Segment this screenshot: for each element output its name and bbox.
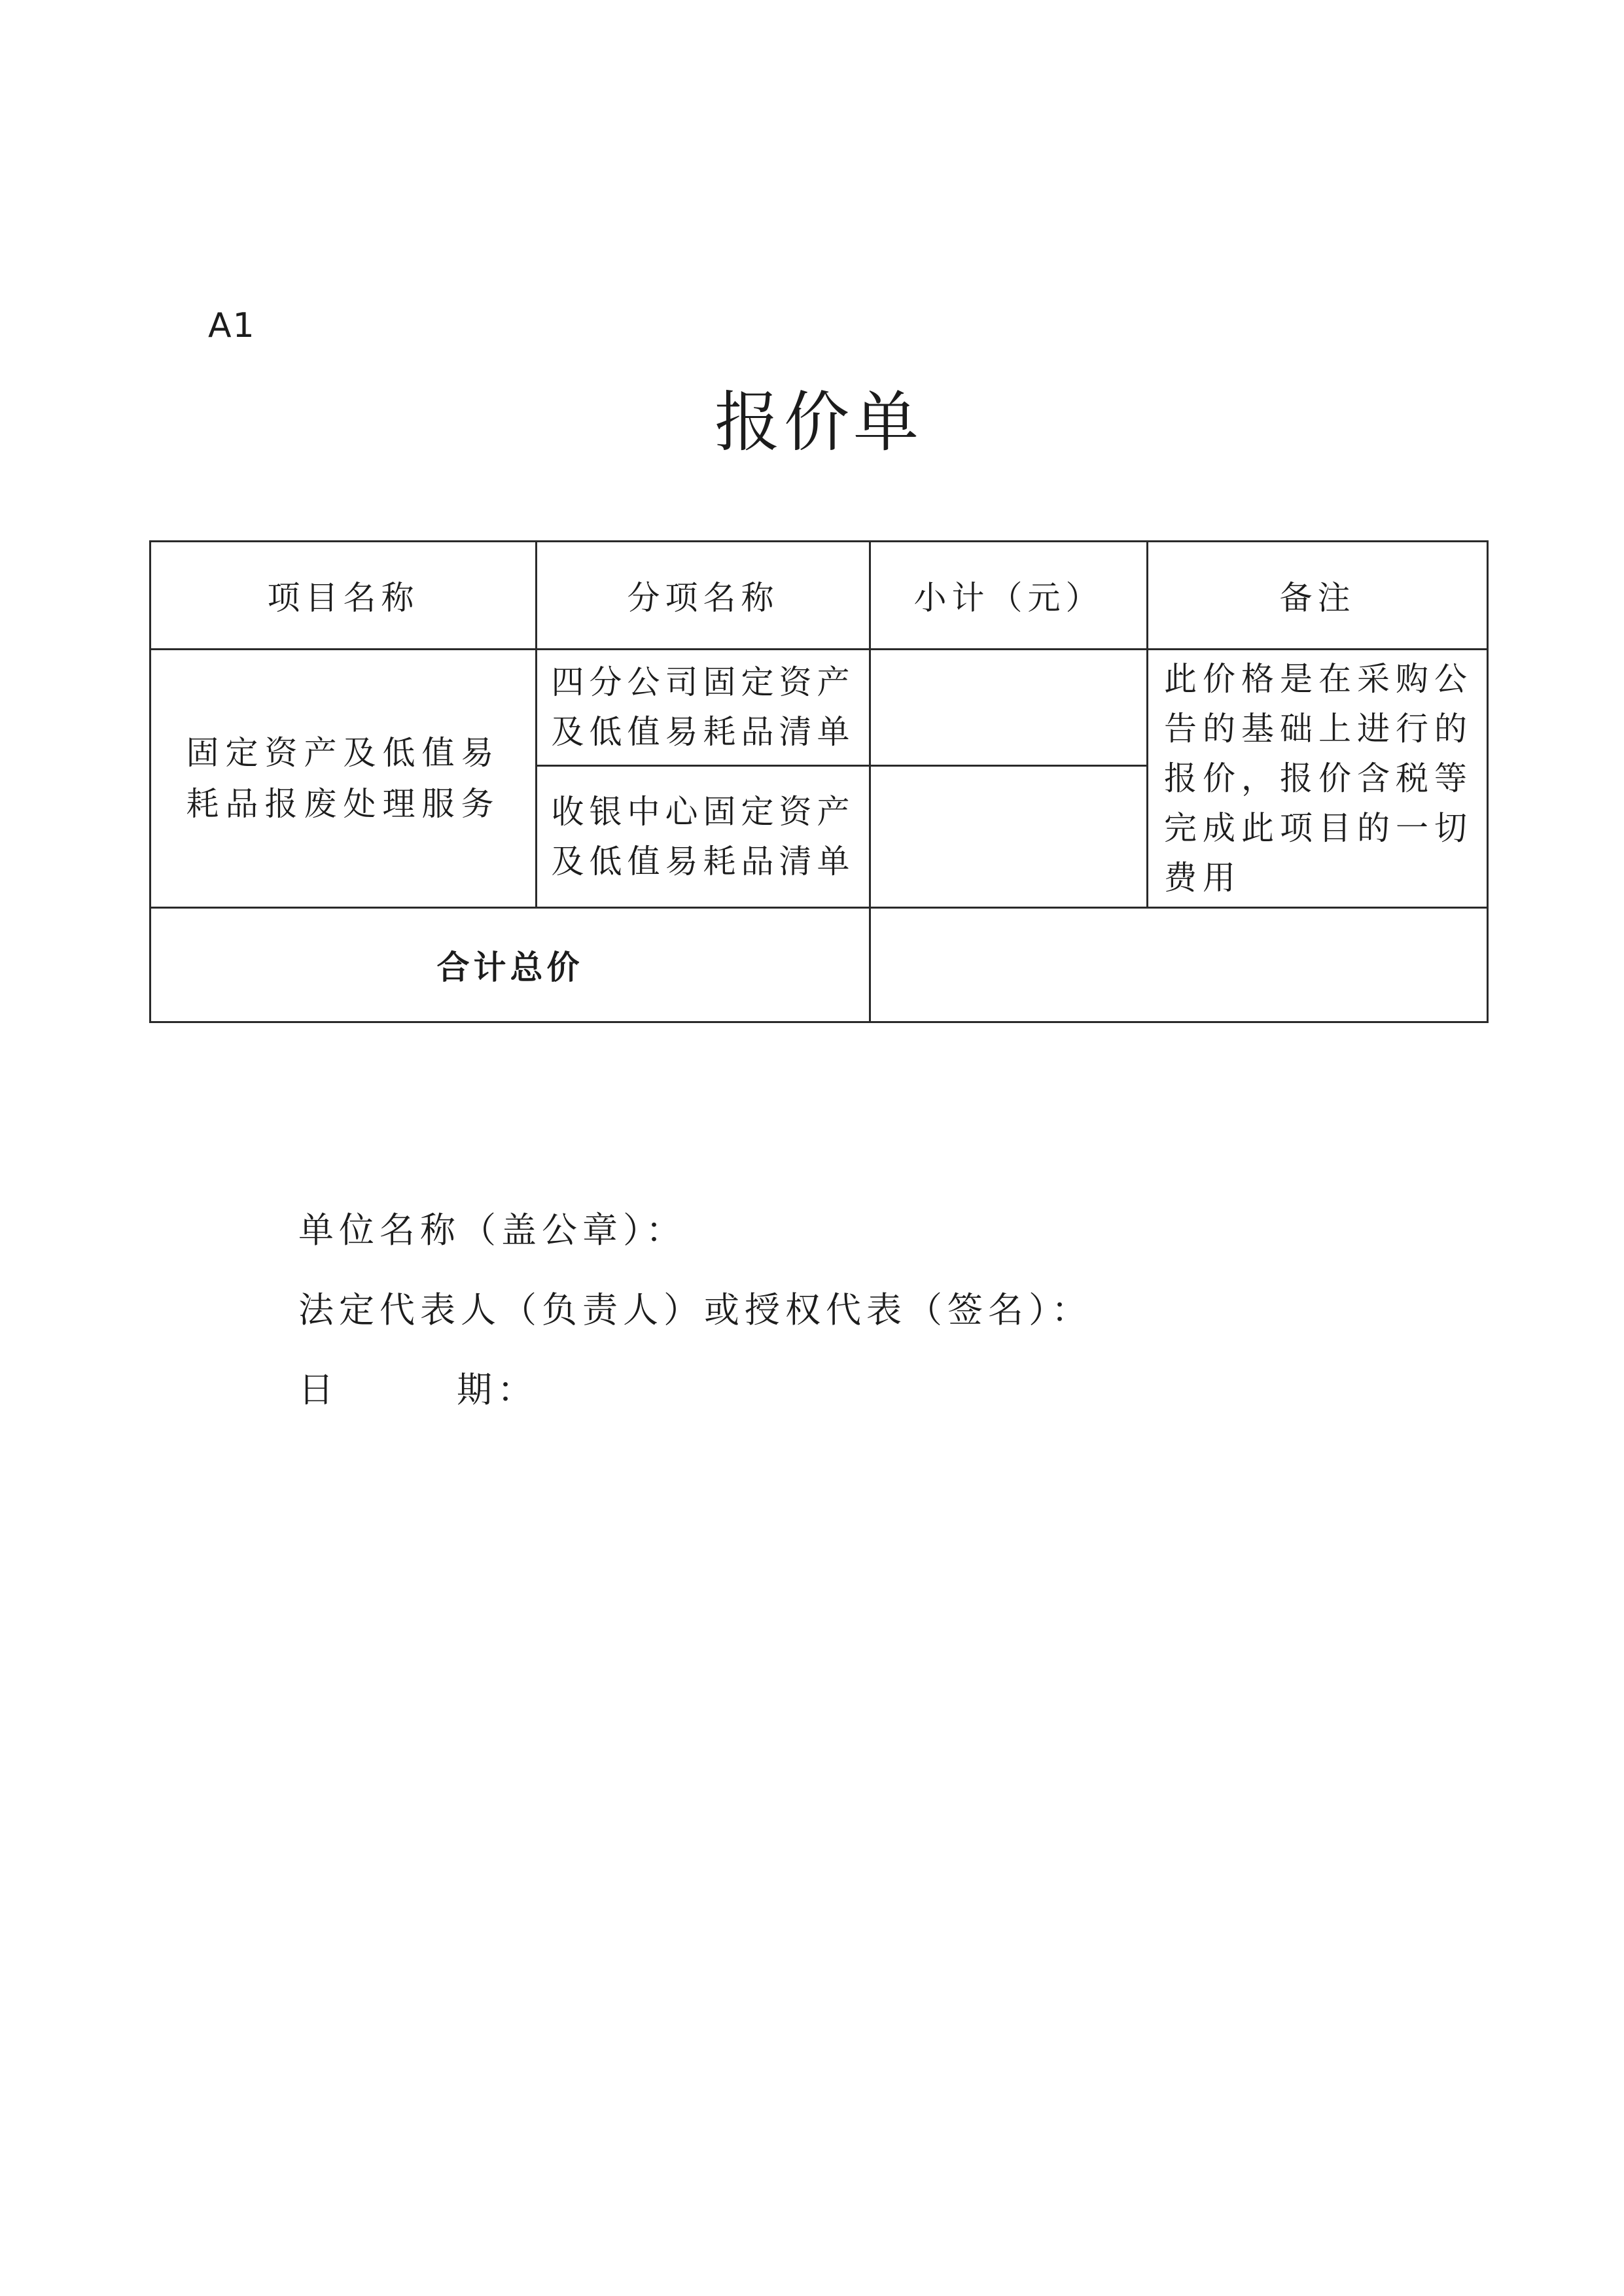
item-name-cell: 收银中心固定资产及低值易耗品清单 <box>537 765 870 907</box>
date-label-left: 日 <box>298 1369 339 1410</box>
document-code: A1 <box>208 306 256 345</box>
subtotal-cell[interactable] <box>870 765 1148 907</box>
subtotal-cell[interactable] <box>870 650 1148 766</box>
item-name-cell: 四分公司固定资产及低值易耗品清单 <box>537 650 870 766</box>
project-name-cell: 固定资产及低值易耗品报废处理服务 <box>150 650 537 908</box>
table-header-row <box>150 542 1488 650</box>
header-project-name: 项目名称 <box>150 542 537 650</box>
total-label-cell: 合计总价 <box>150 908 870 1022</box>
unit-name-line: 单位名称（盖公章）： <box>298 1209 686 1251</box>
header-remark: 备注 <box>1148 542 1488 650</box>
representative-line: 法定代表人（负责人）或授权代表（签名）： <box>298 1289 1092 1331</box>
total-row <box>150 908 1488 1022</box>
header-subtotal: 小计（元） <box>870 542 1148 650</box>
remark-cell: 此价格是在采购公告的基础上进行的报价，报价含税等完成此项目的一切费用 <box>1148 650 1488 908</box>
total-value-cell[interactable] <box>870 908 1488 1022</box>
table-row <box>150 650 1488 766</box>
date-label-right: 期： <box>457 1369 538 1410</box>
page-title: 报价单 <box>715 384 923 461</box>
date-line <box>298 1362 538 1412</box>
quote-table <box>149 540 1489 1023</box>
header-item-name: 分项名称 <box>537 542 870 650</box>
